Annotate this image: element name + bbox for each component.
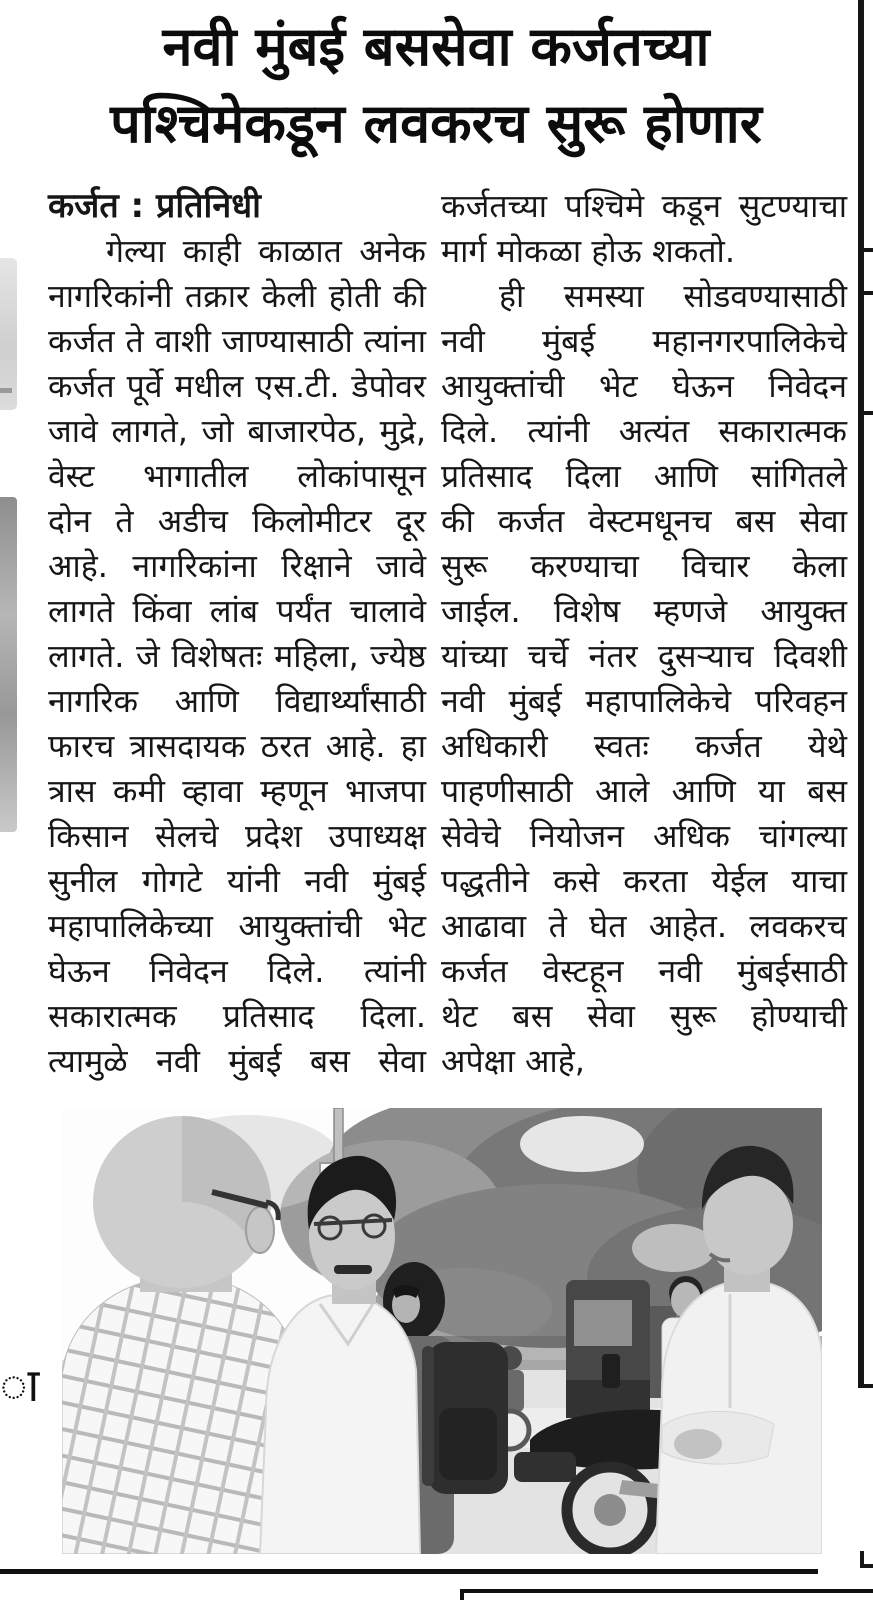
body-text-line: कर्जतच्या पश्चिमे कडून सुटण्याचा [441, 187, 847, 225]
dateline: कर्जत : प्रतिनिधी [48, 186, 261, 226]
body-text-line: प्रतिसाद दिला आणि सांगितले [441, 457, 847, 495]
right-column-rule [858, 0, 864, 1388]
body-text-line: अधिकारी स्वतः कर्जत येथे [441, 727, 847, 765]
right-edge-box-corner-horizontal [860, 1564, 873, 1568]
body-text-line: आहे. नागरिकांना रिक्षाने जावे [48, 547, 426, 585]
body-text-line: किसान सेलचे प्रदेश उपाध्यक्ष [48, 817, 426, 855]
body-text-line: कर्जत वेस्टहून नवी मुंबईसाठी [441, 952, 847, 990]
body-text-line: त्रास कमी व्हावा म्हणून भाजपा [48, 772, 426, 810]
body-text-line: अपेक्षा आहे, [441, 1042, 585, 1080]
left-margin-dash-fragment [0, 388, 12, 393]
body-text-line: लागते. जे विशेषतः महिला, ज्येष्ठ [48, 637, 426, 675]
bottom-right-box-left-edge [460, 1589, 464, 1600]
body-text-line: की कर्जत वेस्टमधूनच बस सेवा [441, 502, 847, 540]
body-text-line: आढावा ते घेत आहेत. लवकरच [441, 907, 847, 945]
bottom-right-box-top-edge [460, 1589, 873, 1593]
article-photo [62, 1108, 822, 1554]
body-text-line: दोन ते अडीच किलोमीटर दूर [48, 502, 426, 540]
photo-illustration [62, 1108, 822, 1554]
right-rule-tick [858, 248, 873, 252]
body-text-line: सेवेचे नियोजन अधिक चांगल्या [441, 817, 847, 855]
body-text-line: आयुक्तांची भेट घेऊन निवेदन [441, 367, 847, 405]
body-text-line: सुरू करण्याचा विचार केला [441, 547, 847, 585]
body-text-line: नवी मुंबई महानगरपालिकेचे [441, 322, 847, 360]
body-text-line: कर्जत पूर्वे मधील एस.टी. डेपोवर [48, 367, 426, 405]
body-text-line: लागते किंवा लांब पर्यंत चालावे [48, 592, 426, 630]
body-text-line: सुनील गोगटे यांनी नवी मुंबई [48, 862, 426, 900]
body-text-line: पद्धतीने कसे करता येईल याचा [441, 862, 847, 900]
body-text-line: जाईल. विशेष म्हणजे आयुक्त [441, 592, 847, 630]
body-text-line: पाहणीसाठी आले आणि या बस [441, 772, 847, 810]
body-text-line: जावे लागते, जो बाजारपेठ, मुद्रे, [48, 412, 426, 450]
body-text-line: गेल्या काही काळात अनेक [106, 232, 426, 270]
body-text-line: कर्जत ते वाशी जाण्यासाठी त्यांना [48, 322, 426, 360]
headline-line-1: नवी मुंबई बससेवा कर्जतच्या [162, 15, 710, 78]
body-text-line: ही समस्या सोडवण्यासाठी [499, 277, 847, 315]
right-rule-bottom-corner [858, 1384, 873, 1388]
body-text-line: नवी मुंबई महापालिकेचे परिवहन [441, 682, 847, 720]
body-text-line: यांच्या चर्चे नंतर दुसऱ्याच दिवशी [441, 637, 847, 675]
article-column-right [441, 184, 847, 1084]
body-text-line: नागरिक आणि विद्यार्थ्यांसाठी [48, 682, 426, 720]
body-text-line: वेस्ट भागातील लोकांपासून [48, 457, 426, 495]
body-text-line: महापालिकेच्या आयुक्तांची भेट [48, 907, 426, 945]
body-text-line: मार्ग मोकळा होऊ शकतो. [441, 232, 735, 270]
body-text-line: सकारात्मक प्रतिसाद दिला. [48, 997, 426, 1035]
body-text-line: त्यामुळे नवी मुंबई बस सेवा [48, 1042, 426, 1080]
article-column-left [48, 184, 426, 1084]
body-text-line: घेऊन निवेदन दिले. त्यांनी [48, 952, 426, 990]
bottom-horizontal-rule [0, 1569, 818, 1574]
body-text-line: थेट बस सेवा सुरू होण्याची [441, 997, 847, 1035]
headline [38, 8, 834, 162]
right-rule-tick [858, 291, 873, 295]
body-text-line: नागरिकांनी तक्रार केली होती की [48, 277, 426, 315]
left-margin-image-fragment-bottom [0, 497, 17, 832]
left-margin-letter-fragment: ा [0, 1358, 40, 1412]
body-text-line: फारच त्रासदायक ठरत आहे. हा [48, 727, 426, 765]
right-rule-tick [858, 411, 873, 415]
body-text-line: दिले. त्यांनी अत्यंत सकारात्मक [441, 412, 847, 450]
headline-line-2: पश्चिमेकडून लवकरच सुरू होणार [110, 92, 762, 155]
